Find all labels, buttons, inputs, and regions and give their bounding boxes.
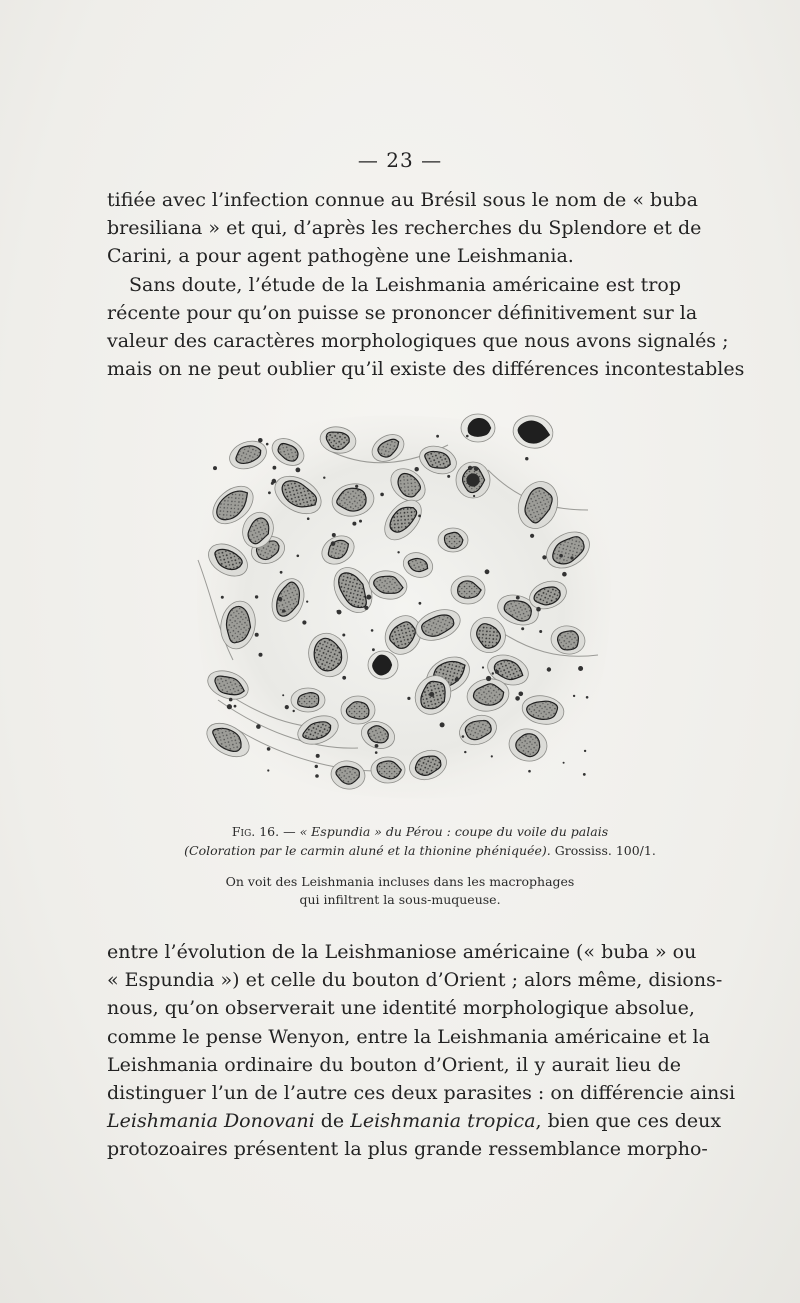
leishmania-body [278, 597, 282, 601]
leishmania-body [375, 744, 379, 748]
leishmania-body [521, 627, 524, 630]
leishmania-body [371, 629, 374, 632]
leishmania-body [332, 533, 336, 537]
leishmania-body [267, 747, 271, 751]
leishmania-body [482, 666, 484, 668]
top-paragraph [107, 186, 745, 383]
figure-title: « Espundia » du Pérou : coupe du voile du palais [299, 824, 609, 839]
leishmania-body [436, 435, 439, 438]
figure-legend [170, 873, 630, 909]
leishmania-body [415, 467, 419, 471]
leishmania-body [397, 551, 399, 553]
leishmania-body [366, 595, 371, 600]
leishmania-body [355, 485, 358, 488]
leishmania-body [285, 705, 289, 709]
figure-number: Fig. 16. — [231, 824, 296, 839]
leishmania-body [282, 609, 285, 612]
macrophage-nucleus [341, 696, 375, 724]
leishmania-body [583, 773, 586, 776]
macrophage-nucleus [438, 528, 468, 552]
leishmania-body [578, 666, 583, 671]
leishmania-body [440, 722, 445, 727]
leishmania-body [455, 677, 459, 681]
leishmania-body [229, 698, 233, 702]
leishmania-body [234, 705, 237, 708]
leishmania-body [542, 555, 546, 559]
leishmania-body [331, 541, 336, 546]
leishmania-body [307, 517, 310, 520]
tissue-section-drawing [188, 410, 618, 806]
text-line: Sans doute, l’étude de la Leishmania américaine est trop [129, 273, 681, 296]
leishmania-body [474, 467, 478, 471]
leishmania-body [280, 571, 283, 574]
leishmania-body [491, 755, 493, 757]
leishmania-body [528, 770, 531, 773]
macrophage-nucleus [291, 688, 325, 712]
leishmania-body [418, 515, 421, 518]
text-line: bresiliana » et qui, d’après les recherches du Splendore et de [107, 217, 702, 240]
leishmania-body [375, 751, 378, 754]
leishmania-body [256, 724, 261, 729]
text-line: « Espundia ») et celle du bouton d’Orient ; alors même, disions- [107, 969, 723, 992]
page-number: — 23 — [357, 148, 443, 172]
leishmania-body [573, 695, 575, 697]
leishmania-body [492, 672, 494, 674]
leishmania-body [562, 572, 567, 577]
leishmania-body [273, 466, 277, 470]
leishmania-body [495, 670, 499, 674]
text-line: récente pour qu’on puisse se prononcer définitivement sur la [107, 301, 698, 324]
text-line: protozoaires présentent la plus grande ressemblance morpho- [107, 1138, 708, 1161]
text-line: distinguer l’un de l’autre ces deux parasites : on différencie ainsi [107, 1082, 736, 1105]
leishmania-body [468, 466, 472, 470]
text-line: Leishmania ordinaire du bouton d’Orient, il y aurait lieu de [107, 1053, 681, 1076]
leishmania-body [282, 694, 284, 696]
macrophage-nucleus [451, 576, 485, 604]
text-line: nous, qu’on observerait une identité morphologique absolue, [107, 997, 695, 1020]
leishmania-body [258, 438, 263, 443]
figure-caption [170, 822, 670, 860]
line-rest: , bien que ces deux [535, 1110, 722, 1133]
leishmania-body [342, 634, 345, 637]
leishmania-body [536, 607, 541, 612]
red-blood-cell [368, 651, 398, 679]
leishmania-body [462, 735, 465, 738]
text-line: mais on ne peut oublier qu’il existe des différences incontestables [107, 358, 745, 381]
species-name: Leishmania tropica [350, 1110, 536, 1133]
leishmania-body [227, 704, 232, 709]
leishmania-body [342, 676, 346, 680]
leishmania-body [359, 520, 362, 523]
leishmania-body [473, 495, 475, 497]
leishmania-body [447, 475, 450, 478]
dark-nucleolus [466, 473, 479, 486]
leishmania-body [419, 602, 422, 605]
red-blood-cell [461, 414, 495, 442]
leishmania-body [380, 493, 384, 497]
text-line: Carini, a pour agent pathogène une Leishmania. [107, 245, 574, 268]
leishmania-body [268, 491, 271, 494]
leishmania-body [352, 522, 356, 526]
leishmania-body [570, 556, 573, 559]
macrophage-nucleus [456, 462, 490, 498]
species-name: Leishmania Donovani [107, 1110, 315, 1133]
figure-staining: (Coloration par le carmin aluné et la thionine phéniquée). [184, 843, 551, 858]
bottom-paragraph [107, 938, 736, 1164]
leishmania-body [267, 769, 269, 771]
leishmania-body [586, 696, 589, 699]
leishmania-body [486, 676, 491, 681]
leishmania-body [519, 692, 524, 697]
leishmania-body [293, 710, 295, 712]
leishmania-body [297, 555, 300, 558]
leishmania-body [296, 468, 301, 473]
leishmania-body [315, 765, 318, 768]
leishmania-body [306, 601, 308, 603]
leishmania-body [559, 554, 563, 558]
legend-line: On voit des Leishmania incluses dans les macrophages [225, 874, 575, 889]
leishmania-body [315, 774, 319, 778]
leishmania-body [539, 630, 542, 633]
leishmania-body [516, 596, 520, 600]
leishmania-body [266, 443, 269, 446]
leishmania-body [584, 750, 586, 752]
leishmania-body [271, 482, 274, 485]
leishmania-body [525, 457, 528, 460]
leishmania-body [302, 620, 306, 624]
macrophage-nucleus [371, 757, 405, 783]
leishmania-body [259, 653, 263, 657]
text-line: tifiée avec l’infection connue au Brésil sous le nom de « buba [107, 189, 698, 211]
leishmania-body [485, 569, 490, 574]
leishmania-body [563, 762, 565, 764]
leishmania-body [464, 751, 466, 753]
leishmania-body [429, 692, 434, 697]
connector-word: de [320, 1110, 345, 1133]
leishmania-body [515, 696, 520, 701]
text-line: comme le pense Wenyon, entre la Leishmania américaine et la [107, 1025, 710, 1048]
text-line: valeur des caractères morphologiques que nous avons signalés ; [107, 330, 729, 353]
leishmania-body [221, 596, 224, 599]
leishmania-body [255, 595, 258, 598]
leishmania-body [323, 477, 325, 479]
leishmania-body [255, 633, 259, 637]
leishmania-body [372, 648, 375, 651]
leishmania-body [530, 534, 534, 538]
leishmania-body [466, 435, 469, 438]
text-line: entre l’évolution de la Leishmaniose américaine (« buba » ou [107, 941, 697, 963]
leishmania-body [364, 606, 368, 610]
leishmania-body [407, 697, 410, 700]
legend-line: qui infiltrent la sous-muqueuse. [299, 892, 501, 907]
leishmania-body [316, 754, 320, 758]
histology-illustration [188, 410, 618, 806]
leishmania-body [213, 466, 217, 470]
figure-magnification: Grossiss. 100/1. [554, 843, 656, 858]
leishmania-body [337, 610, 342, 615]
leishmania-body [547, 667, 551, 671]
text-line-italic-species [107, 1107, 722, 1135]
